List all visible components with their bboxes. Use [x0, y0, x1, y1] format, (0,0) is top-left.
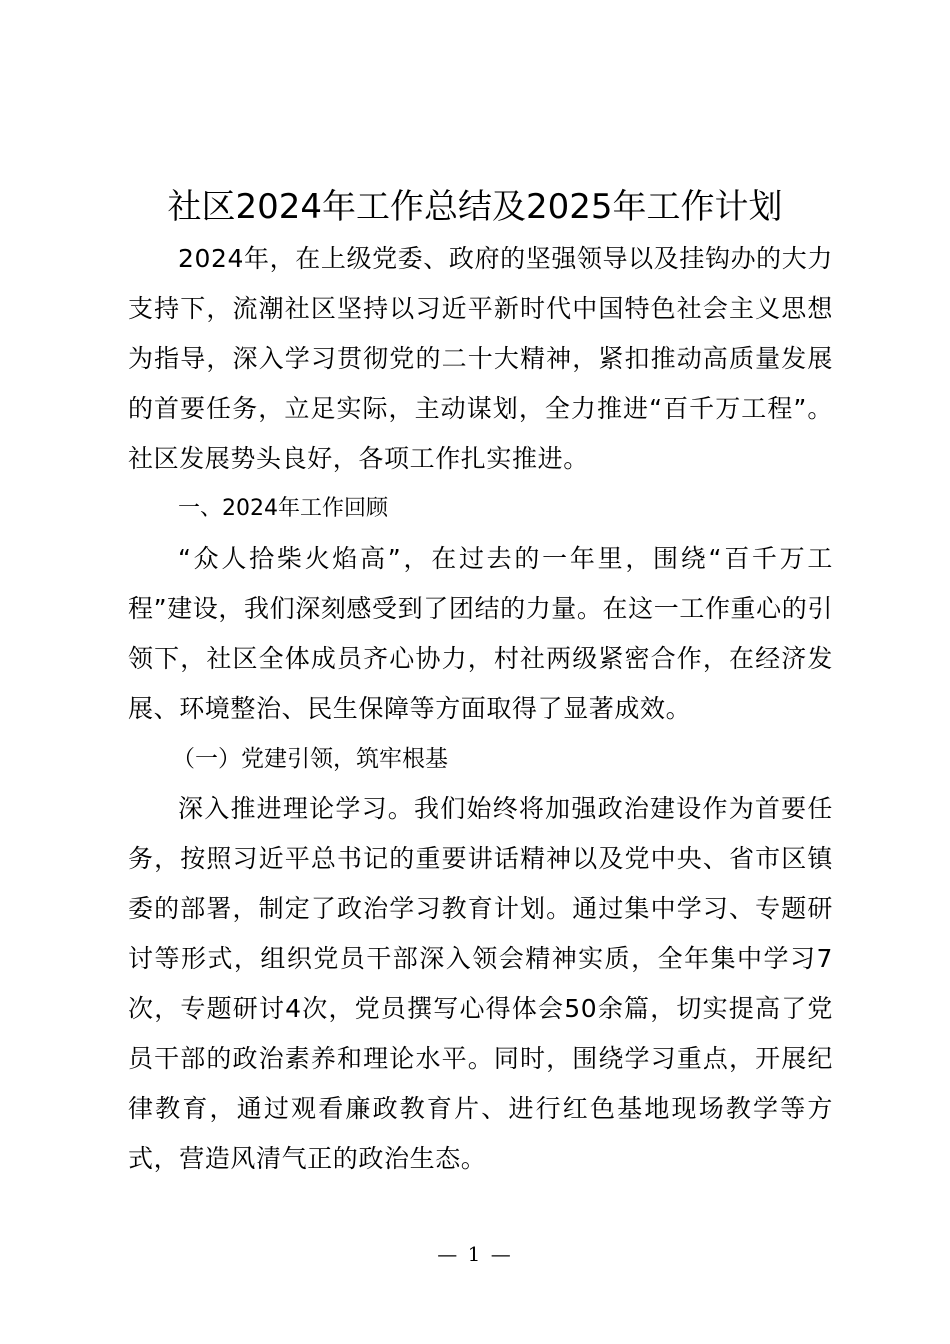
- party-building-paragraph: 深入推进理论学习。我们始终将加强政治建设作为首要任务，按照习近平总书记的重要讲话精神以及党中央、省市区镇委的部署，制定了政治学习教育计划。通过集中学习、专题研讨等形式，组织党员干部深入领会精神实质，全年集中学习7次，专题研讨4次，党员撰写心得体会50余篇，切实提高了党员干部的政治素养和理论水平。同时，围绕学习重点，开展纪律教育，通过观看廉政教育片、进行红色基地现场教学等方式，营造风清气正的政治生态。: [128, 794, 833, 1173]
- subsection-heading-party-building: （一）党建引领，筑牢根基: [172, 746, 448, 772]
- document-body: [128, 234, 833, 1184]
- page-number: — 1 —: [437, 1242, 513, 1266]
- review-paragraph: “众人拾柴火焰高”，在过去的一年里，围绕“百千万工程”建设，我们深刻感受到了团结的力量。在这一工作重心的引领下，社区全体成员齐心协力，村社两级紧密合作，在经济发展、环境整治、民生保障等方面取得了显著成效。: [128, 544, 833, 723]
- document-title: 社区2024年工作总结及2025年工作计划: [167, 187, 783, 227]
- intro-paragraph: 2024年，在上级党委、政府的坚强领导以及挂钩办的大力支持下，流潮社区坚持以习近平新时代中国特色社会主义思想为指导，深入学习贯彻党的二十大精神，紧扣推动高质量发展的首要任务，立足实际，主动谋划，全力推进“百千万工程”。社区发展势头良好，各项工作扎实推进。: [128, 244, 833, 473]
- section-heading-review: 一、2024年工作回顾: [178, 496, 388, 521]
